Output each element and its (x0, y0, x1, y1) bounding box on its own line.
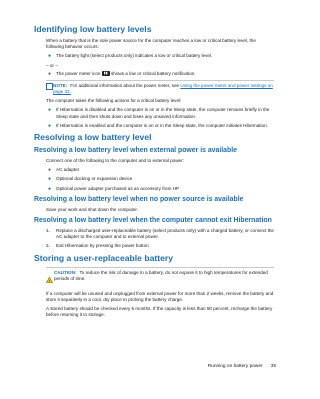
subsection-body-external-power (46, 158, 274, 192)
save-work-text: Save your work and shut down the computer. (46, 206, 138, 212)
bullet-icon: ● (48, 122, 52, 129)
note-label: NOTE: (53, 82, 68, 88)
bullet-icon: ● (48, 176, 52, 183)
hibernation-steps (46, 228, 274, 250)
list-item (46, 53, 274, 59)
bullet-icon: ● (48, 167, 52, 174)
list-item-text: Exit Hibernation by pressing the power button. (56, 243, 150, 249)
section-title-resolving: Resolving a low battery level (34, 132, 152, 143)
list-item-text: If Hibernation is disabled and the computer is on or in the Sleep state, the computer remains briefly in the Sleep state and then shuts down and loses any unsaved information. (56, 107, 270, 119)
step-number: 1. (46, 228, 50, 234)
subsection-title-hibernation: Resolving a low battery level when the computer cannot exit Hibernation (34, 217, 272, 225)
page-footer (200, 364, 276, 369)
warning-icon (46, 270, 54, 288)
caution-label: CAUTION: (54, 269, 77, 275)
subsection-title-no-power: Resolving a low battery level when no power source is available (34, 195, 244, 203)
power-source-list (46, 167, 274, 192)
list-item (46, 123, 274, 129)
list-item-text: Optional power adapter purchased as an accessory from HP (56, 185, 180, 191)
connect-intro: Connect one of the following to the computer and to external power: (46, 158, 184, 164)
action-list (46, 107, 274, 129)
subsection-body-hibernation (46, 228, 274, 250)
section-body-storing (46, 291, 274, 319)
step-number: 2. (46, 243, 50, 249)
subsection-body-no-power (46, 207, 274, 213)
bullet-icon: ● (48, 107, 52, 114)
note-text: For additional information about the power meter, see (70, 82, 180, 88)
list-item-text: The battery light (select products only) indicates a low or critical battery level. (56, 53, 213, 59)
list-item (46, 228, 274, 240)
storage-paragraph: A stored battery should be checked every 6 months. If the capacity is less than 50 percent, recharge the battery before returning it to storage. (46, 306, 273, 318)
footer-section-name: Running on battery power (207, 364, 263, 369)
bullet-icon: ● (48, 70, 52, 77)
behavior-list-2 (46, 71, 274, 77)
power-meter-icon: ▮▮ (103, 71, 108, 76)
note-icon (46, 83, 53, 95)
or-separator: – or – (46, 62, 58, 68)
storage-paragraph: If a computer will be unused and unplugged from external power for more than 2 weeks, remove the battery and store it separately in a cool, dry place to prolong the battery charge. (46, 290, 274, 302)
list-item (46, 71, 274, 77)
action-intro: The computer takes the following actions for a critical battery level: (46, 98, 182, 104)
caution-text: To reduce the risk of damage to a battery, do not expose it to high temperatures for extended periods of time. (54, 269, 268, 281)
behavior-list (46, 53, 274, 59)
section-title-identifying: Identifying low battery levels (34, 24, 152, 34)
list-item-text: The power meter icon (56, 70, 101, 76)
section-body-identifying (46, 38, 274, 129)
list-item (46, 243, 274, 249)
list-item (46, 176, 274, 182)
document-page (34, 24, 274, 321)
list-item (46, 107, 274, 119)
intro-paragraph: When a battery that is the sole power source for the computer reaches a low or critical battery level, the following behavior occurs: (46, 38, 256, 50)
list-item (46, 186, 274, 192)
list-item-text: shows a low or critical battery notification. (110, 70, 196, 76)
list-item-text: If Hibernation is enabled and the computer is on or in the Sleep state, the computer initiates Hibernation. (56, 122, 268, 128)
bullet-icon: ● (48, 53, 52, 60)
list-item (46, 167, 274, 173)
caution-box (46, 267, 274, 288)
power-meter-link[interactable]: Using the power meter and power settings on page 33. (53, 82, 273, 95)
bullet-icon: ● (48, 185, 52, 192)
list-item-text: Optional docking or expansion device (56, 176, 133, 182)
section-title-storing: Storing a user-replaceable battery (34, 252, 173, 263)
subsection-title-external-power: Resolving a low battery level when external power is available (34, 147, 237, 155)
note-box (46, 80, 274, 95)
list-item-text: Replace a discharged user-replaceable battery (select products only) with a charged battery, or connect the AC adapter to the computer and to external power. (56, 228, 274, 240)
list-item-text: AC adapter (56, 167, 80, 173)
svg-text:!: ! (48, 277, 51, 283)
footer-page-number: 35 (270, 364, 276, 369)
